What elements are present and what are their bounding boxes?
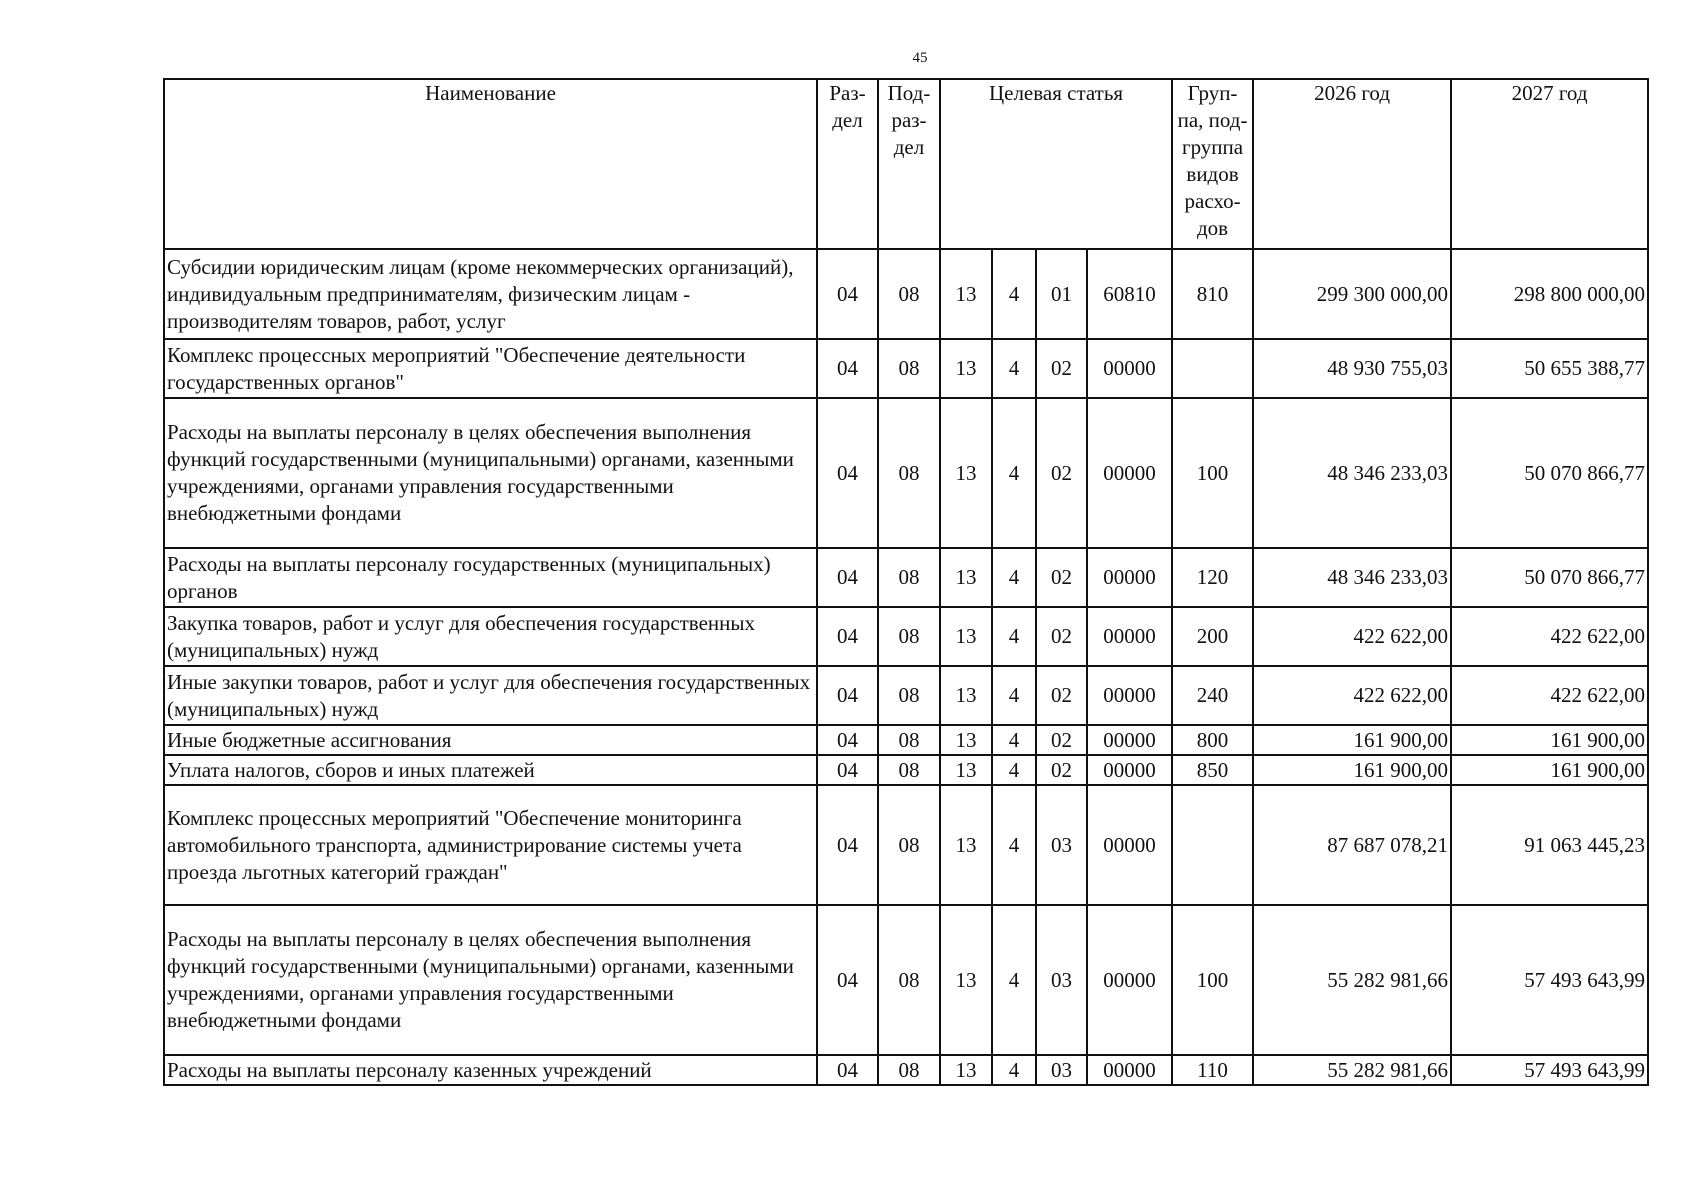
cell-target-program: 13 [940, 755, 992, 785]
cell-target-program: 13 [940, 398, 992, 548]
cell-amount-2027: 298 800 000,00 [1451, 249, 1648, 339]
cell-target-type: 4 [992, 755, 1036, 785]
cell-target-type: 4 [992, 607, 1036, 666]
cell-name: Расходы на выплаты персоналу государственных (муниципальных) органов [164, 548, 817, 607]
table-row [164, 785, 1648, 905]
cell-amount-2027: 57 493 643,99 [1451, 905, 1648, 1055]
cell-subsection: 08 [878, 755, 940, 785]
cell-name: Комплекс процессных мероприятий "Обеспечение мониторинга автомобильного транспорта, администрирование системы учета проезда льготных категорий граждан" [164, 785, 817, 905]
table-row [164, 725, 1648, 755]
cell-amount-2026: 55 282 981,66 [1253, 1055, 1451, 1085]
cell-amount-2027: 161 900,00 [1451, 725, 1648, 755]
cell-section: 04 [817, 755, 878, 785]
cell-section: 04 [817, 785, 878, 905]
cell-target-direction: 00000 [1087, 607, 1172, 666]
cell-target-type: 4 [992, 1055, 1036, 1085]
cell-expense-group: 100 [1172, 905, 1253, 1055]
table-row [164, 1055, 1648, 1085]
table-row [164, 666, 1648, 725]
cell-section: 04 [817, 1055, 878, 1085]
cell-target-direction: 00000 [1087, 725, 1172, 755]
cell-target-type: 4 [992, 339, 1036, 398]
cell-target-program: 13 [940, 249, 992, 339]
cell-target-event: 02 [1036, 725, 1087, 755]
cell-target-event: 02 [1036, 755, 1087, 785]
cell-target-event: 02 [1036, 398, 1087, 548]
header-year-2027: 2027 год [1451, 79, 1648, 249]
table-row [164, 905, 1648, 1055]
cell-name: Закупка товаров, работ и услуг для обеспечения государственных (муниципальных) нужд [164, 607, 817, 666]
header-row [164, 79, 1648, 249]
cell-name: Расходы на выплаты персоналу в целях обеспечения выполнения функций государственными (муниципальными) органами, казенными учреждениями, органами управления государственными внебюджетными фондами [164, 905, 817, 1055]
cell-target-direction: 00000 [1087, 905, 1172, 1055]
header-year-2026: 2026 год [1253, 79, 1451, 249]
cell-target-event: 03 [1036, 785, 1087, 905]
cell-target-event: 02 [1036, 339, 1087, 398]
cell-amount-2027: 50 655 388,77 [1451, 339, 1648, 398]
cell-target-event: 02 [1036, 548, 1087, 607]
cell-subsection: 08 [878, 548, 940, 607]
cell-target-direction: 00000 [1087, 398, 1172, 548]
cell-target-program: 13 [940, 1055, 992, 1085]
cell-amount-2027: 57 493 643,99 [1451, 1055, 1648, 1085]
cell-subsection: 08 [878, 905, 940, 1055]
cell-target-event: 03 [1036, 905, 1087, 1055]
cell-target-direction: 00000 [1087, 339, 1172, 398]
cell-name: Иные бюджетные ассигнования [164, 725, 817, 755]
cell-subsection: 08 [878, 666, 940, 725]
table-row [164, 548, 1648, 607]
cell-target-event: 03 [1036, 1055, 1087, 1085]
cell-expense-group: 240 [1172, 666, 1253, 725]
cell-target-type: 4 [992, 725, 1036, 755]
cell-target-type: 4 [992, 249, 1036, 339]
cell-expense-group: 800 [1172, 725, 1253, 755]
cell-amount-2027: 91 063 445,23 [1451, 785, 1648, 905]
budget-table [163, 78, 1649, 1086]
cell-target-event: 01 [1036, 249, 1087, 339]
cell-section: 04 [817, 725, 878, 755]
cell-section: 04 [817, 339, 878, 398]
cell-target-program: 13 [940, 905, 992, 1055]
cell-section: 04 [817, 666, 878, 725]
cell-amount-2026: 48 346 233,03 [1253, 548, 1451, 607]
cell-expense-group: 120 [1172, 548, 1253, 607]
cell-section: 04 [817, 607, 878, 666]
cell-expense-group: 850 [1172, 755, 1253, 785]
cell-section: 04 [817, 905, 878, 1055]
cell-subsection: 08 [878, 398, 940, 548]
table-row [164, 755, 1648, 785]
cell-name: Расходы на выплаты персоналу в целях обеспечения выполнения функций государственными (муниципальными) органами, казенными учреждениями, органами управления государственными внебюджетными фондами [164, 398, 817, 548]
cell-section: 04 [817, 249, 878, 339]
cell-amount-2027: 50 070 866,77 [1451, 548, 1648, 607]
cell-target-type: 4 [992, 398, 1036, 548]
table-row [164, 607, 1648, 666]
cell-amount-2027: 50 070 866,77 [1451, 398, 1648, 548]
cell-amount-2026: 48 346 233,03 [1253, 398, 1451, 548]
cell-amount-2027: 161 900,00 [1451, 755, 1648, 785]
cell-subsection: 08 [878, 339, 940, 398]
cell-target-program: 13 [940, 725, 992, 755]
cell-target-type: 4 [992, 905, 1036, 1055]
cell-target-type: 4 [992, 548, 1036, 607]
cell-amount-2026: 161 900,00 [1253, 725, 1451, 755]
cell-subsection: 08 [878, 785, 940, 905]
cell-target-program: 13 [940, 548, 992, 607]
cell-amount-2026: 422 622,00 [1253, 666, 1451, 725]
cell-target-direction: 00000 [1087, 548, 1172, 607]
cell-amount-2026: 299 300 000,00 [1253, 249, 1451, 339]
cell-section: 04 [817, 548, 878, 607]
cell-expense-group: 110 [1172, 1055, 1253, 1085]
cell-amount-2026: 55 282 981,66 [1253, 905, 1451, 1055]
cell-name: Комплекс процессных мероприятий "Обеспечение деятельности государственных органов" [164, 339, 817, 398]
cell-subsection: 08 [878, 607, 940, 666]
cell-target-program: 13 [940, 666, 992, 725]
cell-expense-group [1172, 339, 1253, 398]
cell-expense-group: 200 [1172, 607, 1253, 666]
header-subsection: Под- раз- дел [878, 79, 940, 249]
cell-name: Субсидии юридическим лицам (кроме некоммерческих организаций), индивидуальным предпринимателям, физическим лицам - производителям товаров, работ, услуг [164, 249, 817, 339]
cell-target-program: 13 [940, 339, 992, 398]
cell-amount-2026: 422 622,00 [1253, 607, 1451, 666]
cell-target-direction: 00000 [1087, 666, 1172, 725]
table-row [164, 339, 1648, 398]
header-section: Раз- дел [817, 79, 878, 249]
cell-amount-2026: 48 930 755,03 [1253, 339, 1451, 398]
cell-expense-group [1172, 785, 1253, 905]
page-number: 45 [912, 50, 928, 66]
cell-expense-group: 100 [1172, 398, 1253, 548]
cell-target-program: 13 [940, 785, 992, 905]
cell-target-event: 02 [1036, 666, 1087, 725]
header-name: Наименование [164, 79, 817, 249]
cell-target-type: 4 [992, 666, 1036, 725]
table-row [164, 249, 1648, 339]
cell-name: Уплата налогов, сборов и иных платежей [164, 755, 817, 785]
cell-expense-group: 810 [1172, 249, 1253, 339]
cell-name: Расходы на выплаты персоналу казенных учреждений [164, 1055, 817, 1085]
cell-name: Иные закупки товаров, работ и услуг для обеспечения государственных (муниципальных) нужд [164, 666, 817, 725]
cell-amount-2027: 422 622,00 [1451, 666, 1648, 725]
cell-target-direction: 00000 [1087, 755, 1172, 785]
cell-subsection: 08 [878, 249, 940, 339]
cell-subsection: 08 [878, 1055, 940, 1085]
cell-target-event: 02 [1036, 607, 1087, 666]
header-expense-group: Груп- па, под- группа видов расхо- дов [1172, 79, 1253, 249]
cell-target-direction: 00000 [1087, 1055, 1172, 1085]
cell-target-direction: 00000 [1087, 785, 1172, 905]
cell-amount-2026: 161 900,00 [1253, 755, 1451, 785]
cell-amount-2027: 422 622,00 [1451, 607, 1648, 666]
cell-target-direction: 60810 [1087, 249, 1172, 339]
table-row [164, 398, 1648, 548]
cell-amount-2026: 87 687 078,21 [1253, 785, 1451, 905]
cell-subsection: 08 [878, 725, 940, 755]
header-target-article: Целевая статья [940, 79, 1172, 249]
cell-section: 04 [817, 398, 878, 548]
cell-target-program: 13 [940, 607, 992, 666]
cell-target-type: 4 [992, 785, 1036, 905]
